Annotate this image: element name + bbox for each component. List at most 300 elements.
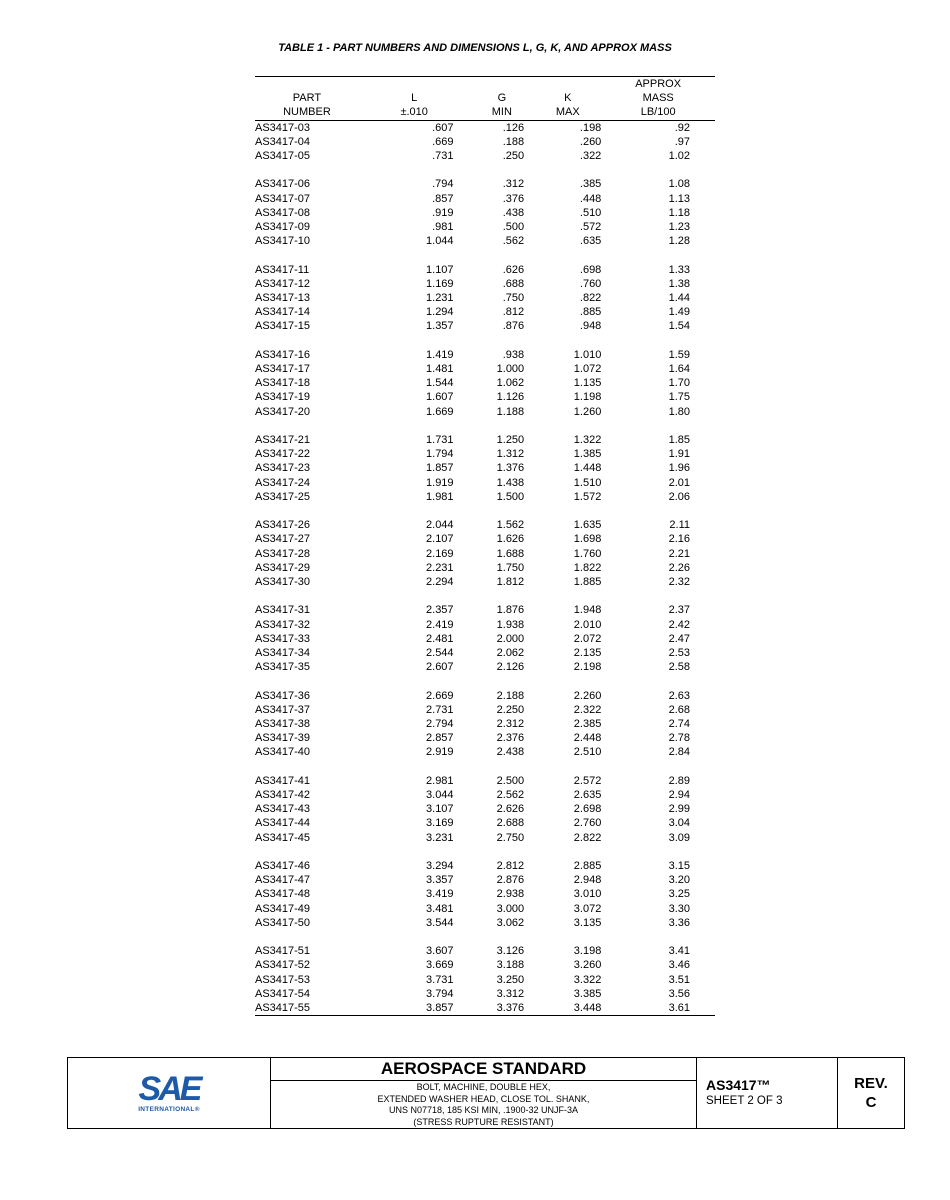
cell-g: .876 xyxy=(502,320,525,333)
table-row xyxy=(255,916,715,930)
table-row xyxy=(255,887,715,901)
cell-g: 3.250 xyxy=(496,973,525,986)
cell-mass: 2.26 xyxy=(668,561,690,574)
cell-mass: 2.58 xyxy=(668,661,690,674)
cell-g: 2.126 xyxy=(496,661,525,674)
row-group-spacer xyxy=(255,930,715,944)
cell-part-number: AS3417-04 xyxy=(255,135,311,148)
cell-part-number: AS3417-15 xyxy=(255,320,311,333)
revision-value: C xyxy=(865,1094,877,1111)
cell-mass: 1.08 xyxy=(668,178,690,191)
table-row xyxy=(255,603,715,617)
table-row xyxy=(255,731,715,745)
cell-mass: 2.37 xyxy=(668,604,690,617)
cell-part-number: AS3417-11 xyxy=(255,263,310,276)
cell-k: 1.010 xyxy=(573,348,602,361)
table-title: TABLE 1 - PART NUMBERS AND DIMENSIONS L, G, K, AND APPROX MASS xyxy=(278,42,672,54)
cell-k: 3.198 xyxy=(573,945,602,958)
cell-l: 1.231 xyxy=(426,292,454,305)
cell-l: 1.544 xyxy=(426,377,454,390)
description-line: BOLT, MACHINE, DOUBLE HEX, xyxy=(416,1082,551,1092)
cell-k: .385 xyxy=(579,178,602,191)
table-row xyxy=(255,745,715,759)
cell-part-number: AS3417-27 xyxy=(255,533,311,546)
cell-mass: 1.80 xyxy=(668,405,690,418)
cell-mass: 1.38 xyxy=(668,277,690,290)
cell-mass: 2.63 xyxy=(668,689,690,702)
row-group-spacer xyxy=(255,504,715,518)
cell-k: 1.948 xyxy=(573,604,602,617)
cell-k: 2.885 xyxy=(573,860,602,873)
cell-l: 2.169 xyxy=(426,547,454,560)
cell-part-number: AS3417-43 xyxy=(255,803,311,816)
cell-mass: 1.13 xyxy=(668,192,690,205)
table-row xyxy=(255,618,715,632)
table-row xyxy=(255,405,715,419)
cell-k: 1.822 xyxy=(573,561,602,574)
cell-k: .572 xyxy=(579,221,602,234)
cell-l: 3.731 xyxy=(426,973,454,986)
table-row xyxy=(255,816,715,830)
cell-l: 3.419 xyxy=(426,888,454,901)
row-group-spacer xyxy=(255,589,715,603)
cell-part-number: AS3417-10 xyxy=(255,235,311,248)
cell-mass: 1.49 xyxy=(668,306,690,319)
cell-g: 1.750 xyxy=(496,561,525,574)
table-row xyxy=(255,319,715,333)
table-row xyxy=(255,461,715,475)
cell-k: .885 xyxy=(579,306,602,319)
cell-g: 2.188 xyxy=(496,689,525,702)
cell-k: 1.385 xyxy=(573,448,602,461)
cell-k: 2.322 xyxy=(573,703,602,716)
row-group-spacer xyxy=(255,163,715,177)
table-row xyxy=(255,277,715,291)
table-row xyxy=(255,660,715,674)
table-row xyxy=(255,873,715,887)
table-row xyxy=(255,291,715,305)
header-g-line1: G xyxy=(497,92,507,105)
cell-part-number: AS3417-41 xyxy=(255,774,311,787)
cell-g: 2.438 xyxy=(496,746,525,759)
cell-l: 1.857 xyxy=(426,462,454,475)
cell-mass: 3.51 xyxy=(668,973,690,986)
header-l-line2: ±.010 xyxy=(359,105,470,120)
cell-mass: 3.15 xyxy=(668,860,690,873)
cell-l: 3.857 xyxy=(359,1001,470,1016)
cell-mass: 1.28 xyxy=(668,235,690,248)
cell-g: 1.438 xyxy=(496,476,525,489)
description-line: EXTENDED WASHER HEAD, CLOSE TOL. SHANK, xyxy=(377,1093,590,1104)
cell-g: .562 xyxy=(502,235,525,248)
cell-l: 2.981 xyxy=(426,774,454,787)
cell-mass: 1.59 xyxy=(668,348,690,361)
header-mass-line2: LB/100 xyxy=(601,105,715,120)
cell-part-number: AS3417-23 xyxy=(255,462,311,475)
cell-g: .250 xyxy=(502,150,525,163)
cell-part-number: AS3417-13 xyxy=(255,292,311,305)
cell-k: 2.760 xyxy=(573,817,602,830)
table-row xyxy=(255,263,715,277)
cell-part-number: AS3417-38 xyxy=(255,718,311,731)
table-row xyxy=(255,447,715,461)
table-row xyxy=(255,532,715,546)
cell-l: 2.044 xyxy=(426,519,454,532)
cell-l: 1.669 xyxy=(426,405,454,418)
cell-mass: 1.75 xyxy=(668,391,690,404)
cell-part-number: AS3417-20 xyxy=(255,405,311,418)
table-row xyxy=(255,149,715,163)
cell-l: 3.357 xyxy=(426,874,454,887)
cell-mass: 3.46 xyxy=(668,959,690,972)
cell-l: 1.044 xyxy=(426,235,454,248)
cell-part-number: AS3417-21 xyxy=(255,434,311,447)
cell-part-number: AS3417-05 xyxy=(255,150,311,163)
table-row xyxy=(255,376,715,390)
cell-k: .510 xyxy=(579,206,602,219)
table-row xyxy=(255,788,715,802)
revision-cell xyxy=(838,1058,904,1128)
table-row xyxy=(255,689,715,703)
cell-k: 2.448 xyxy=(573,732,602,745)
cell-k: 3.322 xyxy=(573,973,602,986)
cell-l: 2.669 xyxy=(426,689,454,702)
cell-part-number: AS3417-37 xyxy=(255,703,311,716)
cell-g: .312 xyxy=(502,178,525,191)
row-group-spacer xyxy=(255,334,715,348)
table-row xyxy=(255,859,715,873)
cell-mass: 1.64 xyxy=(668,363,690,376)
standard-heading: AEROSPACE STANDARD xyxy=(271,1058,696,1081)
cell-g: 1.500 xyxy=(496,490,525,503)
cell-mass: 2.01 xyxy=(668,476,690,489)
cell-part-number: AS3417-45 xyxy=(255,831,311,844)
table-header xyxy=(255,77,715,121)
cell-g: .188 xyxy=(502,135,525,148)
cell-g: .376 xyxy=(502,192,525,205)
cell-k: 1.448 xyxy=(573,462,602,475)
table-row xyxy=(255,831,715,845)
cell-g: 1.188 xyxy=(496,405,525,418)
cell-k: .948 xyxy=(579,320,602,333)
cell-g: 2.376 xyxy=(496,732,525,745)
cell-mass: 2.99 xyxy=(668,803,690,816)
cell-mass: 2.16 xyxy=(668,533,690,546)
cell-part-number: AS3417-29 xyxy=(255,561,311,574)
cell-g: 1.812 xyxy=(496,576,525,589)
cell-l: 2.481 xyxy=(426,632,454,645)
cell-g: 2.750 xyxy=(496,831,525,844)
cell-mass: 3.09 xyxy=(668,831,690,844)
cell-mass: 2.47 xyxy=(668,632,690,645)
document-id-cell xyxy=(697,1058,838,1128)
sae-logo-mark: SAE xyxy=(138,1069,200,1108)
cell-k: 1.198 xyxy=(573,391,602,404)
title-block xyxy=(67,1057,905,1129)
cell-g: 1.876 xyxy=(496,604,525,617)
table-row xyxy=(255,547,715,561)
cell-mass: 2.94 xyxy=(668,789,690,802)
cell-l: 1.294 xyxy=(426,306,454,319)
cell-k: 1.260 xyxy=(573,405,602,418)
cell-k: 2.260 xyxy=(573,689,602,702)
cell-k: .635 xyxy=(579,235,602,248)
cell-l: .794 xyxy=(432,178,454,191)
cell-g: .750 xyxy=(502,292,525,305)
cell-part-number: AS3417-51 xyxy=(255,945,311,958)
cell-mass: 2.42 xyxy=(668,618,690,631)
cell-l: 2.231 xyxy=(426,561,454,574)
cell-k: .448 xyxy=(579,192,602,205)
cell-mass: 1.18 xyxy=(668,206,690,219)
cell-g: 1.062 xyxy=(496,377,525,390)
cell-g: 2.562 xyxy=(496,789,525,802)
header-mass-line0: APPROX xyxy=(601,77,715,92)
cell-l: 3.107 xyxy=(426,803,454,816)
cell-k: .760 xyxy=(579,277,602,290)
standard-title-cell xyxy=(271,1058,697,1128)
cell-g: 3.312 xyxy=(496,987,525,1000)
table-row xyxy=(255,390,715,404)
cell-k: 2.635 xyxy=(573,789,602,802)
cell-k: 3.135 xyxy=(573,916,602,929)
cell-k: 1.322 xyxy=(573,434,602,447)
cell-l: 1.419 xyxy=(426,348,454,361)
cell-l: 3.607 xyxy=(426,945,454,958)
cell-mass: 3.56 xyxy=(668,987,690,1000)
cell-g: 2.312 xyxy=(496,718,525,731)
cell-part-number: AS3417-54 xyxy=(255,987,311,1000)
cell-g: 3.188 xyxy=(496,959,525,972)
cell-g: .688 xyxy=(502,277,525,290)
cell-part-number: AS3417-53 xyxy=(255,973,311,986)
cell-l: 2.731 xyxy=(426,703,454,716)
cell-k: 2.572 xyxy=(573,774,602,787)
cell-l: 2.919 xyxy=(426,746,454,759)
cell-g: .812 xyxy=(502,306,525,319)
cell-part-number: AS3417-50 xyxy=(255,916,311,929)
cell-g: 1.126 xyxy=(496,391,525,404)
table-row xyxy=(255,802,715,816)
cell-k: 1.760 xyxy=(573,547,602,560)
cell-l: 2.419 xyxy=(426,618,454,631)
cell-l: 1.169 xyxy=(426,277,454,290)
cell-part-number: AS3417-28 xyxy=(255,547,311,560)
cell-g: 2.626 xyxy=(496,803,525,816)
header-g-line2: MIN xyxy=(470,105,535,120)
sae-logo-subtitle: INTERNATIONAL® xyxy=(138,1105,200,1113)
table-row xyxy=(255,220,715,234)
table-row xyxy=(255,561,715,575)
header-k-line2: MAX xyxy=(534,105,601,120)
cell-g: 3.126 xyxy=(496,945,525,958)
cell-l: 3.231 xyxy=(426,831,454,844)
parts-table xyxy=(255,76,715,1016)
cell-l: 1.607 xyxy=(426,391,454,404)
cell-k: 2.010 xyxy=(573,618,602,631)
cell-mass: .92 xyxy=(674,121,690,134)
cell-part-number: AS3417-36 xyxy=(255,689,311,702)
cell-mass: 2.32 xyxy=(668,576,690,589)
cell-g: 1.312 xyxy=(496,448,525,461)
cell-mass: 2.84 xyxy=(668,746,690,759)
cell-l: 2.857 xyxy=(426,732,454,745)
header-k-line1: K xyxy=(564,92,572,105)
cell-k: .698 xyxy=(579,263,602,276)
cell-k: 2.135 xyxy=(573,647,602,660)
table-row xyxy=(255,1001,715,1016)
cell-l: 1.919 xyxy=(426,476,454,489)
table-row xyxy=(255,362,715,376)
cell-part-number: AS3417-12 xyxy=(255,277,311,290)
cell-g: 2.000 xyxy=(496,632,525,645)
cell-k: 2.822 xyxy=(573,831,602,844)
cell-mass: 2.21 xyxy=(668,547,690,560)
cell-l: .731 xyxy=(432,150,454,163)
cell-mass: 2.06 xyxy=(668,490,690,503)
cell-part-number: AS3417-42 xyxy=(255,789,311,802)
cell-mass: 3.41 xyxy=(668,945,690,958)
cell-part-number: AS3417-33 xyxy=(255,632,311,645)
table-row xyxy=(255,490,715,504)
cell-mass: 1.96 xyxy=(668,462,690,475)
table-row xyxy=(255,177,715,191)
table-row xyxy=(255,973,715,987)
table-row xyxy=(255,632,715,646)
cell-k: 1.072 xyxy=(573,363,602,376)
cell-k: 1.135 xyxy=(573,377,602,390)
cell-g: 2.250 xyxy=(496,703,525,716)
cell-part-number: AS3417-39 xyxy=(255,732,311,745)
cell-mass: 2.78 xyxy=(668,732,690,745)
sheet-info: SHEET 2 OF 3 xyxy=(706,1095,783,1107)
cell-part-number: AS3417-34 xyxy=(255,647,311,660)
cell-l: 2.107 xyxy=(426,533,454,546)
table-row xyxy=(255,944,715,958)
header-mass-line1: MASS xyxy=(642,92,674,105)
cell-l: .857 xyxy=(432,192,454,205)
cell-part-number: AS3417-03 xyxy=(255,121,311,134)
cell-part-number: AS3417-44 xyxy=(255,817,311,830)
cell-part-number: AS3417-17 xyxy=(255,363,311,376)
table-row xyxy=(255,717,715,731)
cell-g: 2.876 xyxy=(496,874,525,887)
cell-mass: 3.25 xyxy=(668,888,690,901)
cell-g: .438 xyxy=(502,206,525,219)
cell-mass: 1.44 xyxy=(668,292,690,305)
cell-l: 2.294 xyxy=(426,576,454,589)
cell-part-number: AS3417-47 xyxy=(255,874,311,887)
table-row xyxy=(255,518,715,532)
cell-g: 2.938 xyxy=(496,888,525,901)
cell-mass: 3.04 xyxy=(668,817,690,830)
cell-l: 1.981 xyxy=(426,490,454,503)
cell-mass: 2.11 xyxy=(669,519,690,532)
cell-mass: 2.89 xyxy=(668,774,690,787)
cell-l: 2.794 xyxy=(426,718,454,731)
cell-k: 2.072 xyxy=(573,632,602,645)
table-row xyxy=(255,958,715,972)
table-body xyxy=(255,120,715,1016)
cell-l: .919 xyxy=(432,206,454,219)
cell-g: 1.688 xyxy=(496,547,525,560)
cell-part-number: AS3417-24 xyxy=(255,476,311,489)
cell-k: 3.010 xyxy=(573,888,602,901)
table-row xyxy=(255,902,715,916)
cell-part-number: AS3417-46 xyxy=(255,860,311,873)
cell-mass: 1.70 xyxy=(668,377,690,390)
cell-l: 1.357 xyxy=(426,320,454,333)
cell-g: .500 xyxy=(502,221,525,234)
table-row xyxy=(255,987,715,1001)
cell-part-number: AS3417-31 xyxy=(255,604,311,617)
cell-l: .669 xyxy=(432,135,454,148)
cell-l: .607 xyxy=(432,121,454,134)
cell-l: 3.669 xyxy=(426,959,454,972)
table-row xyxy=(255,433,715,447)
parts-table-container xyxy=(255,76,715,1016)
cell-part-number: AS3417-18 xyxy=(255,377,311,390)
cell-l: 3.794 xyxy=(426,987,454,1000)
cell-l: 1.481 xyxy=(426,363,454,376)
cell-g: 2.688 xyxy=(496,817,525,830)
cell-mass: 1.02 xyxy=(668,150,690,163)
cell-k: .198 xyxy=(579,121,602,134)
cell-g: 2.812 xyxy=(496,860,525,873)
table-row xyxy=(255,120,715,135)
cell-g: .938 xyxy=(502,348,525,361)
cell-part-number: AS3417-55 xyxy=(255,1001,359,1016)
cell-k: 1.885 xyxy=(573,576,602,589)
cell-mass: 1.85 xyxy=(668,434,690,447)
cell-l: 2.607 xyxy=(426,661,454,674)
cell-k: 3.072 xyxy=(573,902,602,915)
cell-g: 2.500 xyxy=(496,774,525,787)
cell-k: 2.948 xyxy=(573,874,602,887)
cell-k: 2.385 xyxy=(573,718,602,731)
cell-k: 3.385 xyxy=(573,987,602,1000)
header-l-line1: L xyxy=(411,92,418,105)
description-line: (STRESS RUPTURE RESISTANT) xyxy=(413,1116,554,1127)
table-row xyxy=(255,575,715,589)
cell-part-number: AS3417-19 xyxy=(255,391,311,404)
table-row xyxy=(255,703,715,717)
cell-k: 3.260 xyxy=(573,959,602,972)
cell-part-number: AS3417-14 xyxy=(255,306,311,319)
revision-label: REV. xyxy=(854,1075,888,1092)
row-group-spacer xyxy=(255,845,715,859)
cell-l: 3.544 xyxy=(426,916,454,929)
cell-part-number: AS3417-35 xyxy=(255,661,311,674)
cell-part-number: AS3417-22 xyxy=(255,448,311,461)
cell-k: .322 xyxy=(579,150,602,163)
table-row xyxy=(255,135,715,149)
table-row xyxy=(255,234,715,248)
cell-part-number: AS3417-40 xyxy=(255,746,311,759)
document-number: AS3417™ xyxy=(706,1077,771,1093)
cell-l: 2.544 xyxy=(426,647,454,660)
cell-k: .260 xyxy=(579,135,602,148)
cell-l: 3.169 xyxy=(426,817,454,830)
cell-g: 3.000 xyxy=(496,902,525,915)
cell-g: 3.062 xyxy=(496,916,525,929)
cell-k: 1.698 xyxy=(573,533,602,546)
table-row xyxy=(255,646,715,660)
header-part-line1: PART xyxy=(292,92,322,105)
cell-k: 2.698 xyxy=(573,803,602,816)
cell-part-number: AS3417-49 xyxy=(255,902,311,915)
cell-mass: 1.23 xyxy=(668,221,690,234)
